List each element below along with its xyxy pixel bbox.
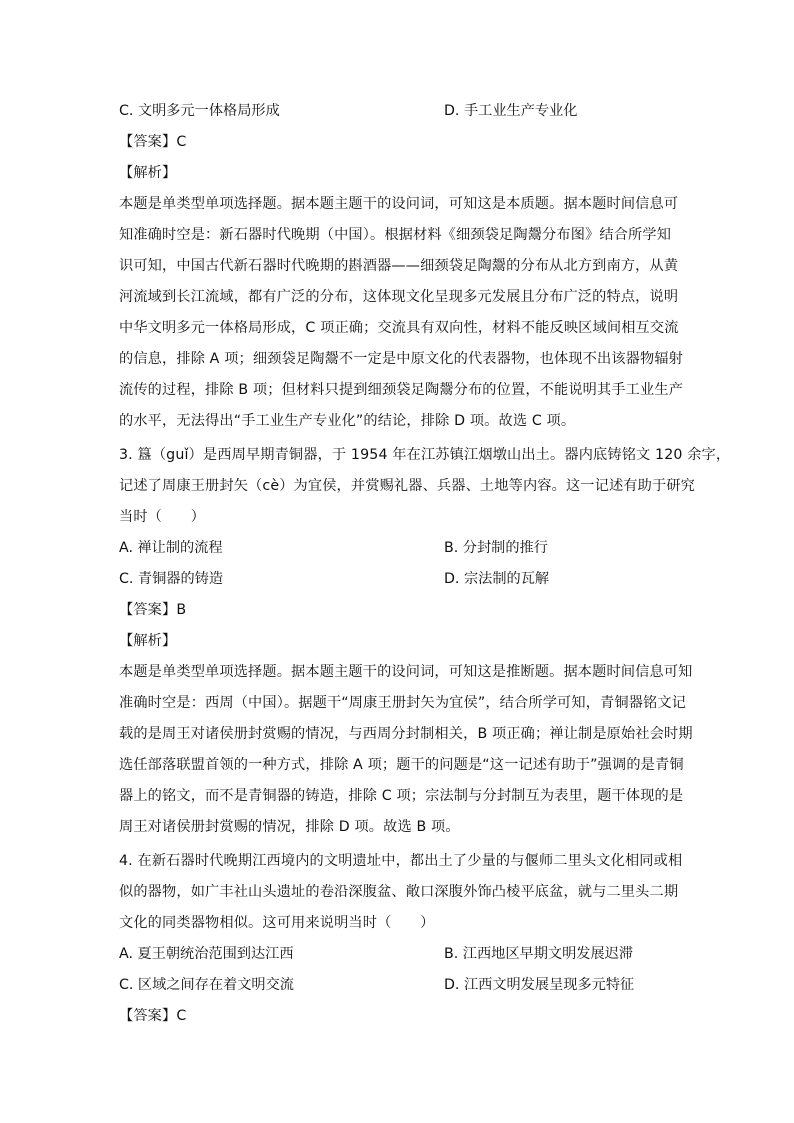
q3-options-cd: [119, 569, 679, 589]
q2-analysis-line: 知准确时空是：新石器时代晚期（中国）。根据材料《细颈袋足陶鬶分布图》结合所学知: [119, 227, 672, 243]
q4-stem-line: 文化的同类器物相似。这可用来说明当时（ ）: [119, 915, 435, 931]
q2-option-c: C. 文明多元一体格局形成: [119, 103, 280, 119]
q4-options-ab: [119, 944, 679, 964]
q4-option-d: D. 江西文明发展呈现多元特征: [444, 977, 635, 993]
q3-option-b: B. 分封制的推行: [444, 540, 548, 556]
q2-answer: 【答案】C: [119, 134, 187, 150]
q4-option-b: B. 江西地区早期文明发展迟滞: [444, 946, 634, 962]
q2-analysis-line: 识可知，中国古代新石器时代晚期的斟酒器——细颈袋足陶鬶的分布从北方到南方，从黄: [119, 258, 679, 274]
q2-analysis-line: 的水平，无法得出“手工业生产专业化”的结论，排除 D 项。故选 C 项。: [119, 413, 576, 429]
q3-analysis-line: 周王对诸侯册封赏赐的情况，排除 D 项。故选 B 项。: [119, 819, 460, 835]
q3-option-a: A. 禅让制的流程: [119, 540, 223, 556]
q3-options-ab: [119, 538, 679, 558]
q3-analysis-line: 器上的铭文，而不是青铜器的铸造，排除 C 项；宗法制与分封制互为表里，题干体现的是: [119, 788, 684, 804]
q2-options-cd: [119, 101, 679, 121]
q4-stem-line: 似的器物，如广丰社山头遗址的卷沿深腹盆、敞口深腹外饰凸棱平底盆，就与二里头二期: [119, 884, 679, 900]
q2-analysis-line: 中华文明多元一体格局形成，C 项正确；交流具有双向性，材料不能反映区域间相互交流: [119, 320, 679, 336]
q3-analysis-line: 准确时空是：西周（中国）。据题干“周康王册封矢为宜侯”，结合所学可知，青铜器铭文记: [119, 695, 687, 711]
q4-answer: 【答案】C: [119, 1008, 187, 1024]
q3-analysis-line: 选任部落联盟首领的一种方式，排除 A 项；题干的问题是“这一记述有助于”强调的是青铜: [119, 757, 684, 773]
q3-analysis-heading: 【解析】: [119, 633, 177, 649]
q2-analysis-line: 流传的过程，排除 B 项；但材料只提到细颈袋足陶鬶分布的位置，不能说明其手工业生产: [119, 382, 684, 398]
q3-stem-line: 记述了周康王册封矢（cè）为宜侯，并赏赐礼器、兵器、土地等内容。这一记述有助于研究: [119, 478, 695, 494]
q3-option-c: C. 青铜器的铸造: [119, 571, 224, 587]
q4-options-cd: [119, 975, 679, 995]
q2-analysis-heading: 【解析】: [119, 165, 177, 181]
q2-analysis-line: 河流域到长江流域，都有广泛的分布，这体现文化呈现多元发展且分布广泛的特点，说明: [119, 289, 679, 305]
q2-analysis-line: 本题是单类型单项选择题。据本题主题干的设问词，可知这是本质题。据本题时间信息可: [119, 196, 679, 212]
q3-stem-line: 3. 簋（guǐ）是西周早期青铜器，于 1954 年在江苏镇江烟墩山出土。器内底铸铭文 120 余字，: [119, 447, 731, 463]
q3-option-d: D. 宗法制的瓦解: [444, 571, 550, 587]
q3-analysis-line: 载的是周王对诸侯册封赏赐的情况，与西周分封制相关，B 项正确；禅让制是原始社会时期: [119, 726, 693, 742]
q3-analysis-line: 本题是单类型单项选择题。据本题主题干的设问词，可知这是推断题。据本题时间信息可知: [119, 664, 693, 680]
q4-option-a: A. 夏王朝统治范围到达江西: [119, 946, 294, 962]
q4-stem-line: 4. 在新石器时代晚期江西境内的文明遗址中，都出土了少量的与偃师二里头文化相同或相: [119, 853, 683, 869]
q2-analysis-line: 的信息，排除 A 项；细颈袋足陶鬶不一定是中原文化的代表器物，也体现不出该器物辐射: [119, 351, 684, 367]
q4-option-c: C. 区域之间存在着文明交流: [119, 977, 294, 993]
q3-stem-line: 当时（ ）: [119, 509, 206, 525]
q3-answer: 【答案】B: [119, 602, 187, 618]
q2-option-d: D. 手工业生产专业化: [444, 103, 578, 119]
